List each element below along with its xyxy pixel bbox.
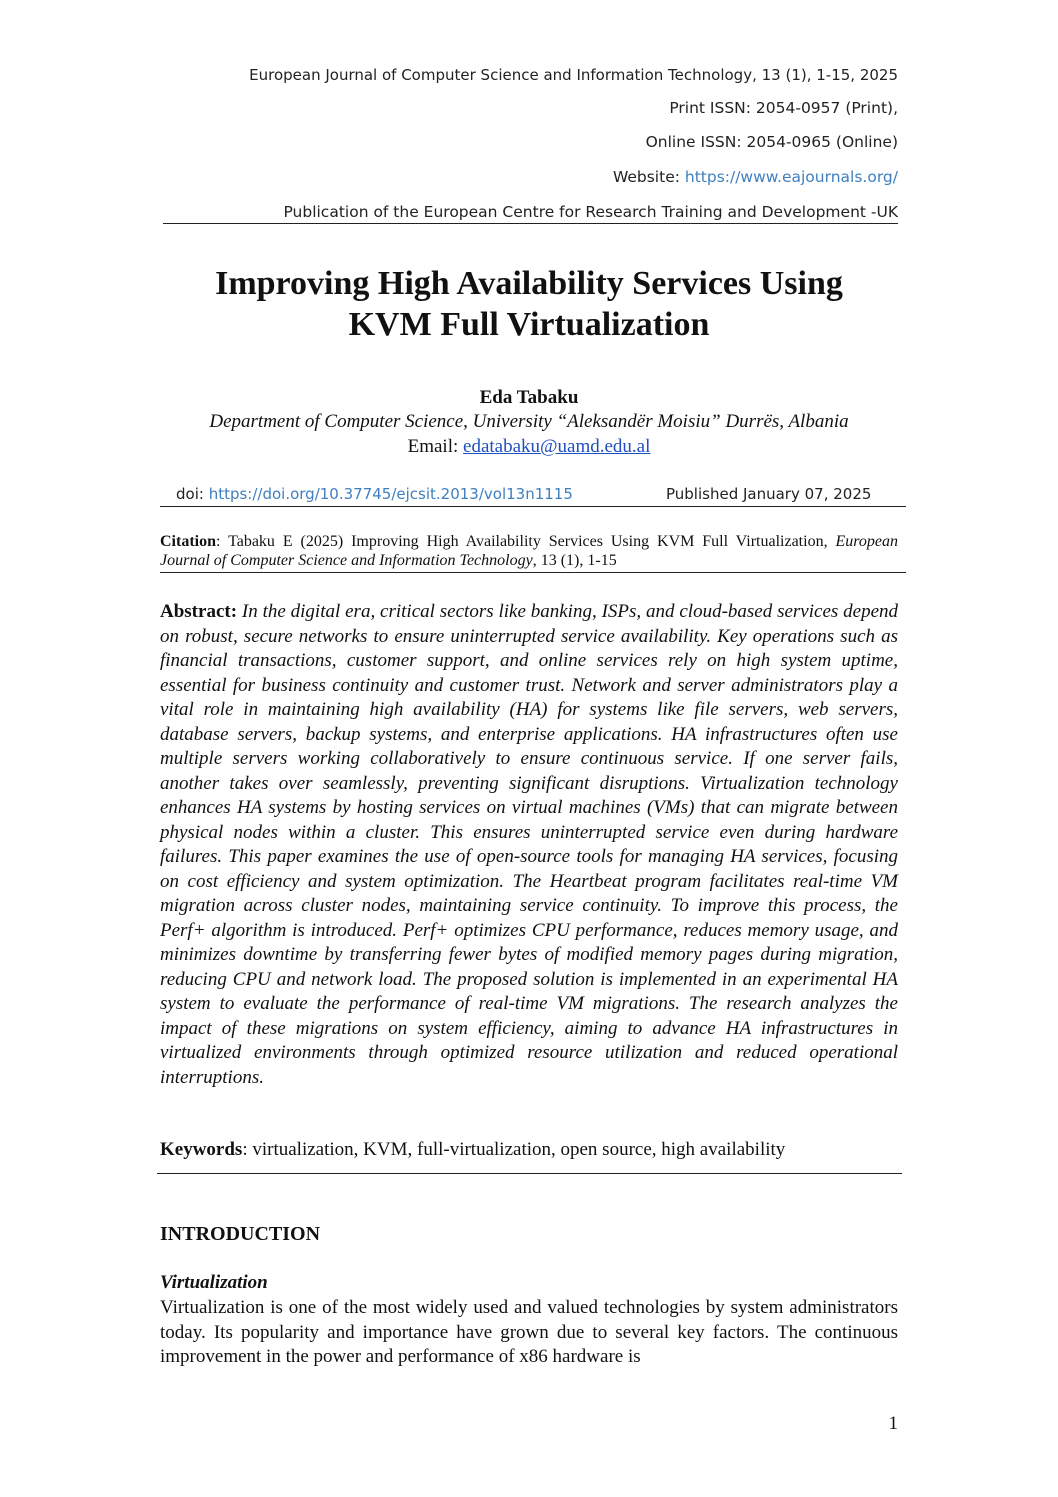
doi-line	[176, 485, 573, 503]
online-issn: Online ISSN: 2054-0965 (Online)	[645, 133, 898, 151]
paper-title-line-2: KVM Full Virtualization	[348, 306, 710, 343]
keywords-divider	[157, 1173, 902, 1174]
citation-block	[160, 532, 898, 570]
journal-header: European Journal of Computer Science and Information Technology, 13 (1), 1-15, 2025	[249, 66, 898, 84]
paper-title-line-1: Improving High Availability Services Using	[215, 265, 843, 302]
doi-divider	[160, 506, 906, 507]
citation-label: Citation	[160, 533, 216, 550]
abstract-text: In the digital era, critical sectors like banking, ISPs, and cloud-based services depend on robust, secure networks to ensure uninterrupted service availability. Key operations such as financial transactions, customer support, and online services rely on high system uptime, essential for business continuity and customer trust. Network and server administrators play a vital role in maintaining high availability (HA) for systems like file servers, web servers, database servers, backup systems, and enterprise applications. HA infrastructures often use multiple servers working collaboratively to ensure continuous service. If one server fails, another takes over seamlessly, preventing significant disruptions. Virtualization technology enhances HA systems by hosting services on virtual machines (VMs) that can migrate between physical nodes within a cluster. This ensures uninterrupted service even during hardware failures. This paper examines the use of open-source tools for managing HA services, focusing on cost efficiency and system optimization. The Heartbeat program facilitates real-time VM migration across cluster nodes, maintaining service continuity. To improve this process, the Perf+ algorithm is introduced. Perf+ optimizes CPU performance, reduces memory usage, and minimizes downtime by transferring fewer bytes of modified memory pages during migration, reducing CPU and network load. The proposed solution is implemented in an experimental HA system to evaluate the performance of real-time VM migrations. The research analyzes the impact of these migrations on system efficiency, aiming to advance HA infrastructures in virtualized environments through optimized resource utilization and reduced operational interruptions.	[160, 601, 898, 1088]
publisher-line: Publication of the European Centre for Research Training and Development -UK	[283, 203, 898, 221]
doi-link[interactable]: https://doi.org/10.37745/ejcsit.2013/vol13n1115	[208, 485, 573, 503]
citation-text-1: : Tabaku E (2025) Improving High Availability Services Using KVM Full Virtualization,	[216, 533, 836, 550]
author-name: Eda Tabaku	[479, 387, 579, 408]
website-line	[613, 168, 898, 186]
website-link[interactable]: https://www.eajournals.org/	[684, 168, 898, 186]
citation-divider	[160, 572, 906, 573]
abstract-block: Abstract: In the digital era, critical sectors like banking, ISPs, and cloud-based services depend on robust, secure networks to ensure uninterrupted service availability. Key operations such as financial transactions, customer support, and online services rely on high system uptime, essential for business continuity and customer trust. Network and server administrators play a vital role in maintaining high availability (HA) for systems like file servers, web servers, database servers, backup systems, and enterprise applications. HA infrastructures often use multiple servers working collaboratively to ensure continuous service. If one server fails, another takes over seamlessly, preventing significant disruptions. Virtualization technology enhances HA systems by hosting services on virtual machines (VMs) that can migrate between physical nodes within a cluster. This ensures uninterrupted service even during hardware failures. This paper examines the use of open-source tools for managing HA services, focusing on cost efficiency and system optimization. The Heartbeat program facilitates real-time VM migration across cluster nodes, maintaining service continuity. To improve this process, the Perf+ algorithm is introduced. Perf+ optimizes CPU performance, reduces memory usage, and minimizes downtime by transferring fewer bytes of modified memory pages during migration, reducing CPU and network load. The proposed solution is implemented in an experimental HA system to evaluate the performance of real-time VM migrations. The research analyzes the impact of these migrations on system efficiency, aiming to advance HA infrastructures in virtualized environments through optimized resource utilization and reduced operational interruptions.	[160, 601, 898, 1088]
keywords-label: Keywords	[160, 1139, 243, 1160]
email-label: Email:	[407, 436, 464, 457]
website-label: Website:	[612, 168, 685, 186]
keywords-text: : virtualization, KVM, full-virtualization, open source, high availability	[242, 1139, 786, 1160]
author-email-line	[0, 436, 1058, 458]
keywords-line	[160, 1138, 898, 1162]
citation-text-2: , 13 (1), 1-15	[532, 552, 617, 569]
header-divider	[163, 223, 898, 224]
print-issn: Print ISSN: 2054-0957 (Print),	[669, 99, 898, 117]
body-paragraph: Virtualization is one of the most widely used and valued technologies by system administrators today. Its popularity and importance have grown due to several key factors. The continuous improvement in the power and performance of x86 hardware is	[160, 1297, 898, 1367]
page-number: 1	[888, 1413, 898, 1434]
abstract-label: Abstract	[160, 601, 231, 622]
section-heading: INTRODUCTION	[160, 1223, 321, 1245]
subsection-heading: Virtualization	[160, 1272, 268, 1293]
citation-journal: European Journal of Computer Science and Information Technology	[160, 533, 898, 569]
published-date: Published January 07, 2025	[666, 485, 872, 503]
email-link[interactable]: edatabaku@uamd.edu.al	[463, 436, 651, 457]
doi-label: doi:	[176, 485, 209, 503]
author-affiliation: Department of Computer Science, University “Aleksandër Moisiu” Durrës, Albania	[209, 411, 849, 432]
